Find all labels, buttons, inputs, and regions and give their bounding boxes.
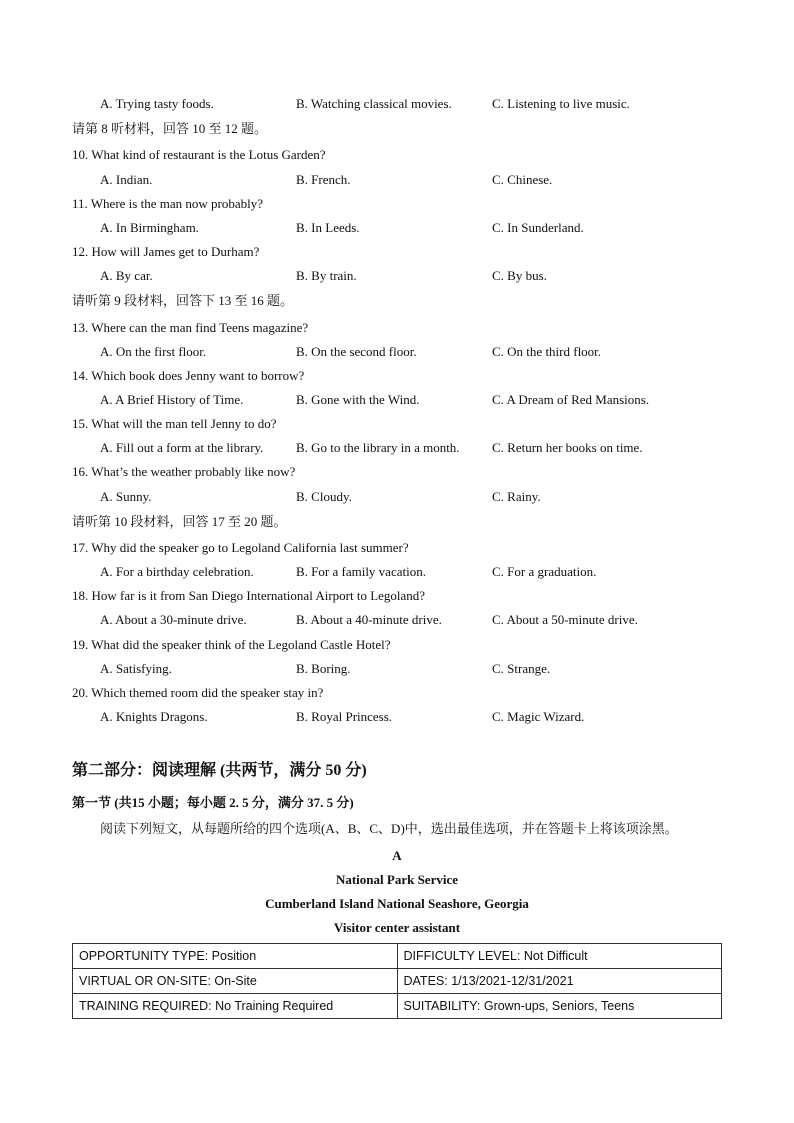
- passage-letter: A: [392, 848, 402, 863]
- passage-title-2: Cumberland Island National Seashore, Georgia: [265, 896, 529, 911]
- q9-option-b: B. Watching classical movies.: [296, 96, 452, 111]
- section1-heading: 第一节 (共15 小题；每小题 2. 5 分，满分 37. 5 分): [72, 795, 354, 810]
- q13-stem: 13. Where can the man find Teens magazine?: [72, 320, 309, 335]
- section-9-instruction: 请听第 9 段材料，回答下 13 至 16 题。: [72, 293, 294, 308]
- q13-option-c: C. On the third floor.: [492, 344, 602, 359]
- q20-option-c: C. Magic Wizard.: [492, 709, 585, 724]
- q19-option-b: B. Boring.: [296, 661, 351, 676]
- table-cell: OPPORTUNITY TYPE: Position: [73, 944, 398, 969]
- q17-option-a: A. For a birthday celebration.: [100, 564, 254, 579]
- q20-stem: 20. Which themed room did the speaker stay in?: [72, 685, 324, 700]
- q11-option-a: A. In Birmingham.: [100, 220, 199, 235]
- reading-instruction: 阅读下列短文，从每题所给的四个选项(A、B、C、D)中，选出最佳选项，并在答题卡上将该项涂黑。: [100, 821, 678, 836]
- q16-option-a: A. Sunny.: [100, 489, 152, 504]
- section-8-instruction: 请第 8 听材料，回答 10 至 12 题。: [72, 121, 268, 136]
- q9-option-a: A. Trying tasty foods.: [100, 96, 214, 111]
- table-cell: TRAINING REQUIRED: No Training Required: [73, 994, 398, 1019]
- q19-stem: 19. What did the speaker think of the Legoland Castle Hotel?: [72, 637, 391, 652]
- q15-option-a: A. Fill out a form at the library.: [100, 440, 264, 455]
- q18-option-c: C. About a 50-minute drive.: [492, 612, 638, 627]
- table-row: [73, 994, 722, 1019]
- q12-stem: 12. How will James get to Durham?: [72, 244, 260, 259]
- q16-option-c: C. Rainy.: [492, 489, 541, 504]
- q12-option-c: C. By bus.: [492, 268, 547, 283]
- q12-option-a: A. By car.: [100, 268, 153, 283]
- table-cell: VIRTUAL OR ON-SITE: On-Site: [73, 969, 398, 994]
- q14-option-b: B. Gone with the Wind.: [296, 392, 420, 407]
- q17-stem: 17. Why did the speaker go to Legoland California last summer?: [72, 540, 409, 555]
- q11-option-c: C. In Sunderland.: [492, 220, 584, 235]
- opportunity-info-table: [72, 943, 722, 1019]
- section-10-instruction: 请听第 10 段材料，回答 17 至 20 题。: [72, 514, 287, 529]
- q18-stem: 18. How far is it from San Diego International Airport to Legoland?: [72, 588, 426, 603]
- q18-option-a: A. About a 30-minute drive.: [100, 612, 247, 627]
- passage-title-1: National Park Service: [335, 872, 459, 887]
- q10-option-c: C. Chinese.: [492, 172, 553, 187]
- q10-stem: 10. What kind of restaurant is the Lotus Garden?: [72, 147, 326, 162]
- q20-option-a: A. Knights Dragons.: [100, 709, 208, 724]
- q15-option-b: B. Go to the library in a month.: [296, 440, 460, 455]
- q14-option-a: A. A Brief History of Time.: [100, 392, 244, 407]
- q15-option-c: C. Return her books on time.: [492, 440, 643, 455]
- q16-stem: 16. What’s the weather probably like now?: [72, 464, 296, 479]
- table-row: [73, 969, 722, 994]
- q12-option-b: B. By train.: [296, 268, 357, 283]
- q14-stem: 14. Which book does Jenny want to borrow?: [72, 368, 305, 383]
- q13-option-a: A. On the first floor.: [100, 344, 207, 359]
- part2-heading: 第二部分：阅读理解 (共两节，满分 50 分): [72, 762, 367, 779]
- q10-option-a: A. Indian.: [100, 172, 153, 187]
- q15-stem: 15. What will the man tell Jenny to do?: [72, 416, 277, 431]
- q11-stem: 11. Where is the man now probably?: [72, 196, 263, 211]
- q16-option-b: B. Cloudy.: [296, 489, 352, 504]
- q10-option-b: B. French.: [296, 172, 351, 187]
- q19-option-c: C. Strange.: [492, 661, 551, 676]
- passage-title-3: Visitor center assistant: [333, 920, 461, 935]
- q18-option-b: B. About a 40-minute drive.: [296, 612, 442, 627]
- q11-option-b: B. In Leeds.: [296, 220, 360, 235]
- q9-option-c: C. Listening to live music.: [492, 96, 630, 111]
- table-cell: DIFFICULTY LEVEL: Not Difficult: [397, 944, 722, 969]
- q17-option-b: B. For a family vacation.: [296, 564, 426, 579]
- q20-option-b: B. Royal Princess.: [296, 709, 393, 724]
- table-cell: SUITABILITY: Grown-ups, Seniors, Teens: [397, 994, 722, 1019]
- table-row: [73, 944, 722, 969]
- q13-option-b: B. On the second floor.: [296, 344, 417, 359]
- table-cell: DATES: 1/13/2021-12/31/2021: [397, 969, 722, 994]
- q19-option-a: A. Satisfying.: [100, 661, 172, 676]
- q17-option-c: C. For a graduation.: [492, 564, 597, 579]
- q14-option-c: C. A Dream of Red Mansions.: [492, 392, 650, 407]
